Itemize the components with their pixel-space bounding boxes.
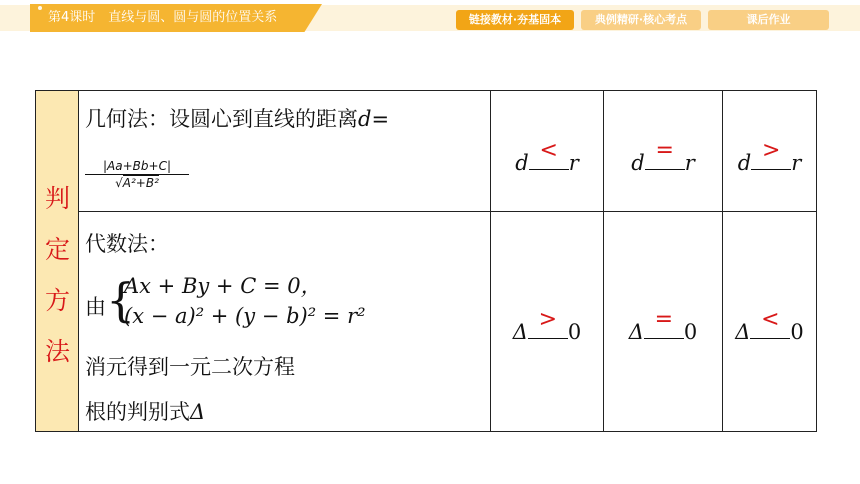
side-char: 定 [44, 235, 70, 264]
compare-right: 0 [790, 320, 804, 344]
compare-left: d [631, 151, 645, 175]
side-char: 判 [44, 184, 70, 213]
answer-blank [528, 307, 568, 339]
compare-left: Δ [735, 320, 751, 344]
side-label [36, 173, 79, 377]
position-table [35, 90, 817, 432]
compare-right: 0 [683, 320, 698, 344]
answer-symbol: < [761, 307, 780, 332]
header-bar [0, 0, 860, 34]
compare-right: r [791, 151, 802, 175]
distance-fraction [85, 159, 189, 190]
tab-homework[interactable]: 课后作业 [708, 10, 829, 30]
brace-icon: { [106, 273, 136, 327]
row1-col3-cell [723, 91, 816, 212]
answer-symbol: = [654, 307, 674, 332]
compare-left: d [515, 151, 529, 175]
geometric-line [85, 103, 389, 133]
comparison [604, 138, 722, 175]
answer-symbol: < [539, 138, 558, 163]
fraction-numerator: |Aa+Bb+C| [85, 159, 189, 175]
compare-left: Δ [512, 320, 528, 344]
equation-line: Ax + By + C = 0， [124, 274, 322, 298]
answer-blank [529, 138, 569, 170]
row2-col2-cell [604, 212, 723, 431]
compare-right: 0 [567, 320, 582, 344]
compare-right: r [568, 151, 579, 175]
comparison [491, 138, 603, 175]
geometric-method-cell [79, 91, 491, 212]
algebraic-title: 代数法： [85, 232, 169, 256]
side-char: 方 [44, 286, 70, 315]
algebraic-method-cell [79, 212, 491, 431]
answer-symbol: > [761, 138, 781, 163]
side-header-cell [36, 91, 79, 431]
answer-blank [645, 138, 685, 170]
answer-symbol: = [655, 138, 674, 163]
compare-left: Δ [628, 320, 644, 344]
circle-equation: (x − a)² + (y − b)² = r² [124, 304, 366, 328]
fraction-denominator-wrap [85, 175, 189, 190]
row1-col1-cell [491, 91, 604, 212]
discriminant-line [85, 396, 205, 426]
compare-right: r [684, 151, 695, 175]
comparison [491, 307, 603, 344]
sqrt-icon: √ [115, 176, 123, 190]
algebraic-step: 消元得到一元二次方程 [85, 355, 295, 379]
comparison [604, 307, 722, 344]
discriminant-var: Δ [190, 400, 206, 424]
row2-col3-cell [723, 212, 816, 431]
lesson-title: 第4课时 直线与圆、圆与圆的位置关系 [48, 10, 278, 25]
answer-symbol: > [538, 307, 558, 332]
side-char: 法 [44, 337, 70, 366]
compare-left: d [737, 151, 752, 175]
row2-col1-cell [491, 212, 604, 431]
comparison [723, 307, 816, 344]
discriminant-text: 根的判别式 [85, 400, 190, 424]
tab-textbook[interactable]: 链接教材·夯基固本 [456, 10, 574, 30]
geometric-var: d [358, 107, 372, 131]
answer-blank [751, 138, 791, 170]
tab-examples[interactable]: 典例精研·核心考点 [581, 10, 701, 30]
row1-col2-cell [604, 91, 723, 212]
comparison [723, 138, 816, 175]
answer-blank [750, 307, 790, 339]
geometric-eq: = [371, 107, 390, 131]
answer-blank [644, 307, 684, 339]
geometric-text: 几何法：设圆心到直线的距离 [85, 107, 358, 131]
algebraic-you: 由 [85, 295, 106, 319]
dot-icon [38, 6, 42, 10]
fraction-denominator: A²+B² [122, 176, 159, 190]
